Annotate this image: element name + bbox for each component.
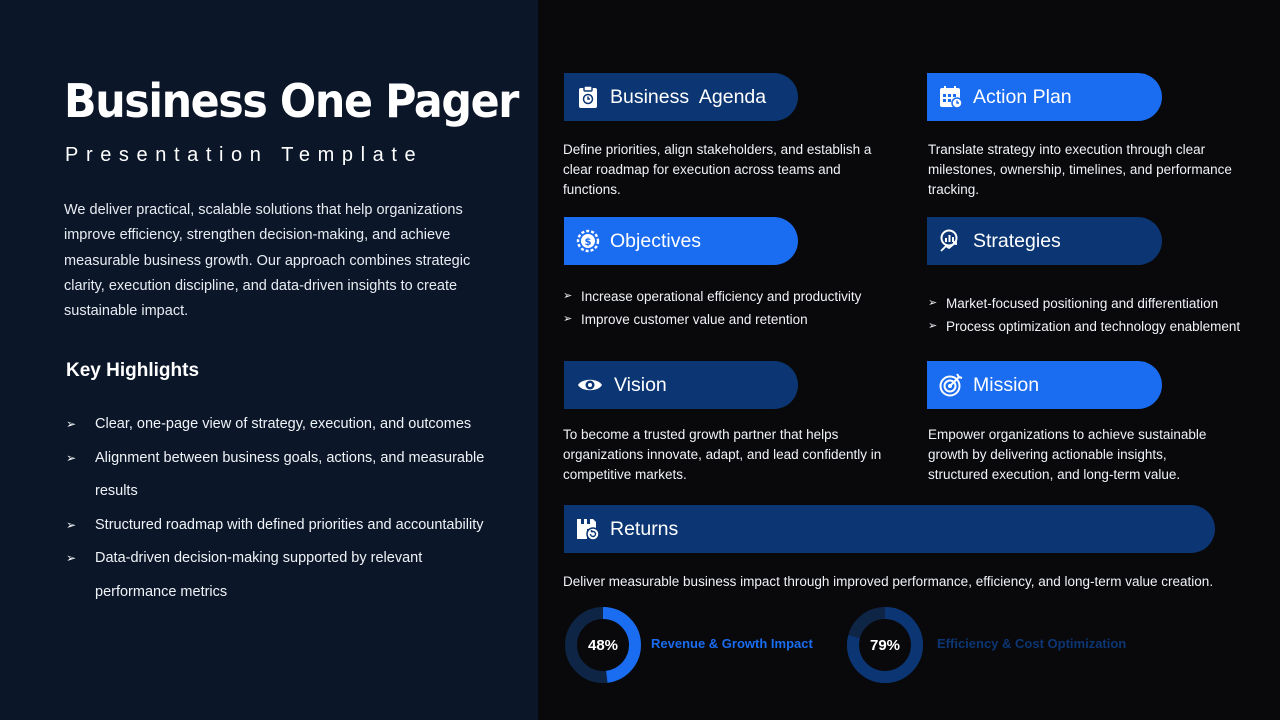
vision-text: To become a trusted growth partner that helps organizations innovate, adapt, and lead confidently in competitive markets. [563, 427, 882, 482]
highlight-item: ➢ Alignment between business goals, actions, and measurable results [66, 442, 506, 509]
objectives-list [563, 285, 861, 331]
vision-header [564, 361, 798, 409]
calendar-icon [939, 85, 963, 109]
svg-text:$: $ [584, 237, 592, 248]
strategy-item: ➢ Market-focused positioning and differentiation [928, 292, 1240, 315]
highlight-item: ➢ Clear, one-page view of strategy, execution, and outcomes [66, 408, 506, 442]
intro-paragraph: We deliver practical, scalable solutions that help organizations improve efficiency, strengthen decision-making, and achieve measurable business growth. Our approach combines strategic clarity, execution discipline, and data-driven insights to create sustainable impact. [64, 202, 471, 320]
key-highlights-heading: Key Highlights [66, 360, 200, 381]
objectives-header [564, 217, 798, 265]
arrow-bullet-icon: ➢ [928, 320, 938, 332]
business-agenda-text: Define priorities, align stakeholders, and establish a clear roadmap for execution across teams and functions. [563, 142, 872, 197]
returns-text: Deliver measurable business impact through improved performance, efficiency, and long-term value creation. [563, 574, 1214, 589]
metric-label-efficiency-cost: Efficiency & Cost Optimization [937, 636, 1127, 651]
objective-item: ➢ Increase operational efficiency and productivity [563, 285, 861, 308]
returns-icon [576, 517, 600, 541]
returns-label: Returns [610, 517, 679, 540]
strategies-header [927, 217, 1162, 265]
business-agenda-header [564, 73, 798, 121]
target-icon [939, 373, 963, 397]
strategy-icon [939, 229, 963, 253]
arrow-bullet-icon: ➢ [66, 417, 77, 431]
mission-text: Empower organizations to achieve sustainable growth by delivering actionable insights, structured execution, and long-term value. [928, 427, 1207, 482]
strategies-label: Strategies [973, 229, 1061, 252]
donut-percent-label: 48% [587, 636, 619, 654]
arrow-bullet-icon: ➢ [66, 517, 77, 532]
left-panel [0, 0, 538, 720]
action-plan-text: Translate strategy into execution through clear milestones, ownership, timelines, and performance tracking. [928, 142, 1232, 197]
dollar-gear-icon [576, 229, 600, 253]
strategy-item: ➢ Process optimization and technology enablement [928, 315, 1240, 338]
page-subtitle: Presentation Template [65, 144, 424, 166]
metric-label-revenue-growth: Revenue & Growth Impact [651, 636, 813, 651]
eye-icon [576, 373, 604, 397]
business-agenda-label: Business Agenda [610, 85, 767, 108]
action-plan-label: Action Plan [973, 85, 1072, 108]
vision-label: Vision [614, 373, 667, 396]
objective-item: ➢ Improve customer value and retention [563, 308, 861, 331]
key-highlights-list [66, 408, 506, 609]
mission-header [927, 361, 1162, 409]
arrow-bullet-icon: ➢ [66, 551, 77, 565]
action-plan-header [927, 73, 1162, 121]
arrow-bullet-icon: ➢ [563, 290, 573, 302]
donut-percent-label: 79% [869, 636, 901, 654]
mission-label: Mission [973, 373, 1040, 396]
donut-efficiency-cost [847, 607, 923, 683]
highlight-item: ➢ Data-driven decision-making supported by relevant performance metrics [66, 542, 506, 609]
page-title: Business One Pager [64, 74, 518, 128]
arrow-bullet-icon: ➢ [928, 297, 938, 309]
returns-header [564, 505, 1215, 553]
objectives-label: Objectives [610, 229, 702, 252]
highlight-item: ➢ Structured roadmap with defined priorities and accountability [66, 509, 506, 543]
donut-revenue-growth [565, 607, 641, 683]
arrow-bullet-icon: ➢ [66, 450, 77, 465]
clipboard-icon [576, 85, 600, 109]
strategies-list [928, 292, 1240, 338]
arrow-bullet-icon: ➢ [563, 313, 573, 325]
